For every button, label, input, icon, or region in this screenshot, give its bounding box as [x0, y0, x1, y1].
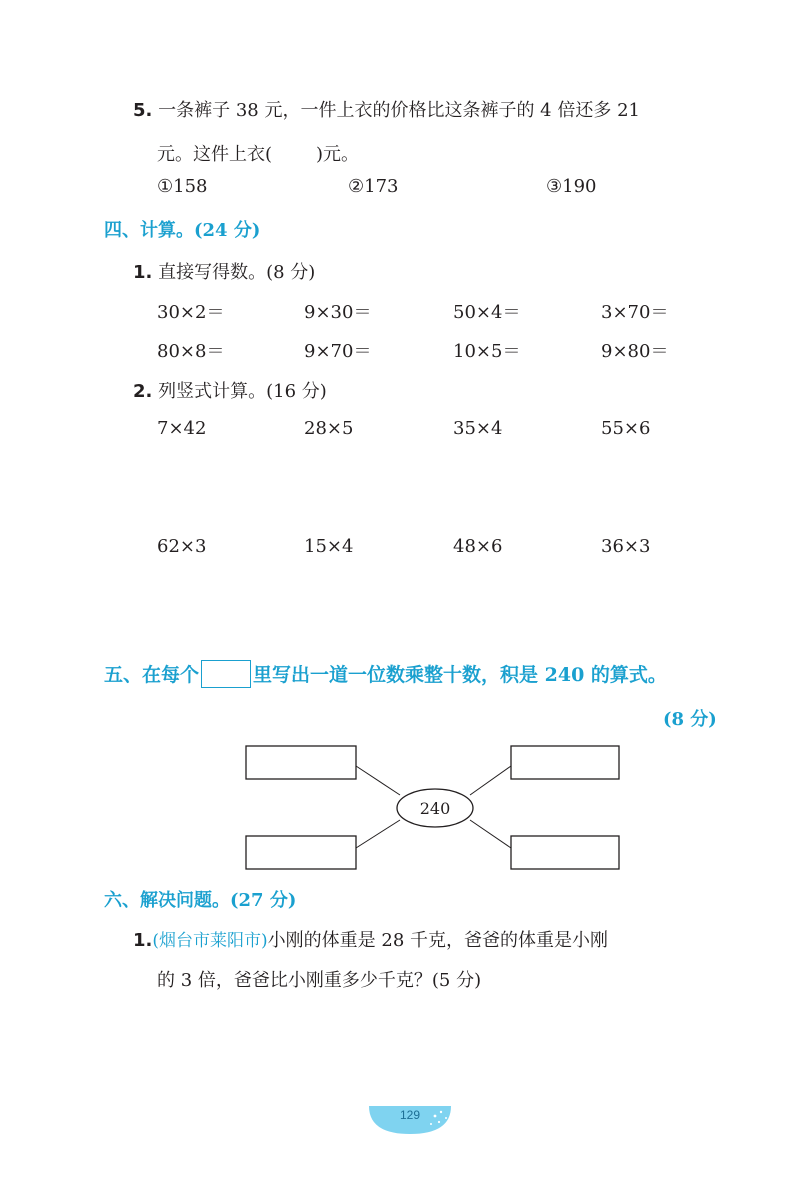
vertical-calc-item: 62×3 [157, 536, 207, 557]
q5-option-2[interactable]: ②173 [348, 176, 399, 197]
connector-line [356, 766, 400, 795]
oral-item: 50×4＝ [453, 302, 521, 323]
page-number: 129 [399, 1108, 421, 1122]
q5-line2-start: 元。这件上衣( [157, 144, 273, 165]
part2-text: 列竖式计算。(16 分) [158, 381, 327, 402]
product-diagram [240, 740, 630, 875]
center-value: 240 [419, 799, 451, 818]
section5-title-start: 五、在每个 [104, 664, 200, 686]
s6-q1-source: (烟台市莱阳市) [152, 931, 268, 951]
vertical-calc-item: 55×6 [601, 418, 651, 439]
section4-title: 四、计算。(24 分) [104, 220, 261, 241]
section5-title-end: 里写出一道一位数乘整十数，积是 240 的算式。 [253, 664, 667, 686]
part1-text: 直接写得数。(8 分) [158, 262, 316, 283]
oral-item: 3×70＝ [601, 302, 669, 323]
page-number-badge [365, 1100, 455, 1140]
q5-line2 [157, 140, 359, 166]
vertical-calc-item: 15×4 [304, 536, 354, 557]
q5-option-1[interactable]: ①158 [157, 176, 208, 197]
part2-label [133, 377, 327, 403]
s6-q1-line2: 的 3 倍，爸爸比小刚重多少千克？(5 分) [157, 970, 482, 991]
section6-title: 六、解决问题。(27 分) [104, 890, 297, 911]
vertical-calc-item: 48×6 [453, 536, 503, 557]
part1-number: 1. [133, 262, 153, 283]
part2-number: 2. [133, 381, 153, 402]
q5-line1-text: 一条裤子 38 元，一件上衣的价格比这条裤子的 4 倍还多 21 [158, 100, 640, 121]
s6-q1-number: 1. [133, 930, 153, 951]
oral-item: 30×2＝ [157, 302, 225, 323]
connector-line [470, 766, 511, 795]
example-box [201, 660, 251, 688]
vertical-calc-item: 36×3 [601, 536, 651, 557]
vertical-calc-item: 7×42 [157, 418, 207, 439]
oral-item: 9×70＝ [304, 341, 372, 362]
oral-item: 10×5＝ [453, 341, 521, 362]
part1-label [133, 258, 315, 284]
q5-option-3[interactable]: ③190 [546, 176, 597, 197]
vertical-calc-item: 35×4 [453, 418, 503, 439]
answer-box-bottom-right[interactable] [511, 836, 619, 869]
connector-line [356, 820, 400, 848]
s6-q1-text: 小刚的体重是 28 千克，爸爸的体重是小刚 [267, 930, 608, 951]
oral-item: 9×30＝ [304, 302, 372, 323]
vertical-calc-item: 28×5 [304, 418, 354, 439]
connector-line [470, 820, 511, 848]
q5-number: 5. [133, 100, 153, 121]
s6-q1-line1 [133, 926, 608, 952]
answer-box-bottom-left[interactable] [246, 836, 356, 869]
section5-title [104, 660, 667, 690]
oral-item: 9×80＝ [601, 341, 669, 362]
oral-item: 80×8＝ [157, 341, 225, 362]
answer-box-top-right[interactable] [511, 746, 619, 779]
q5-line1 [133, 96, 640, 122]
q5-line2-end: )元。 [316, 144, 360, 165]
section5-points: (8 分) [663, 709, 717, 730]
answer-box-top-left[interactable] [246, 746, 356, 779]
